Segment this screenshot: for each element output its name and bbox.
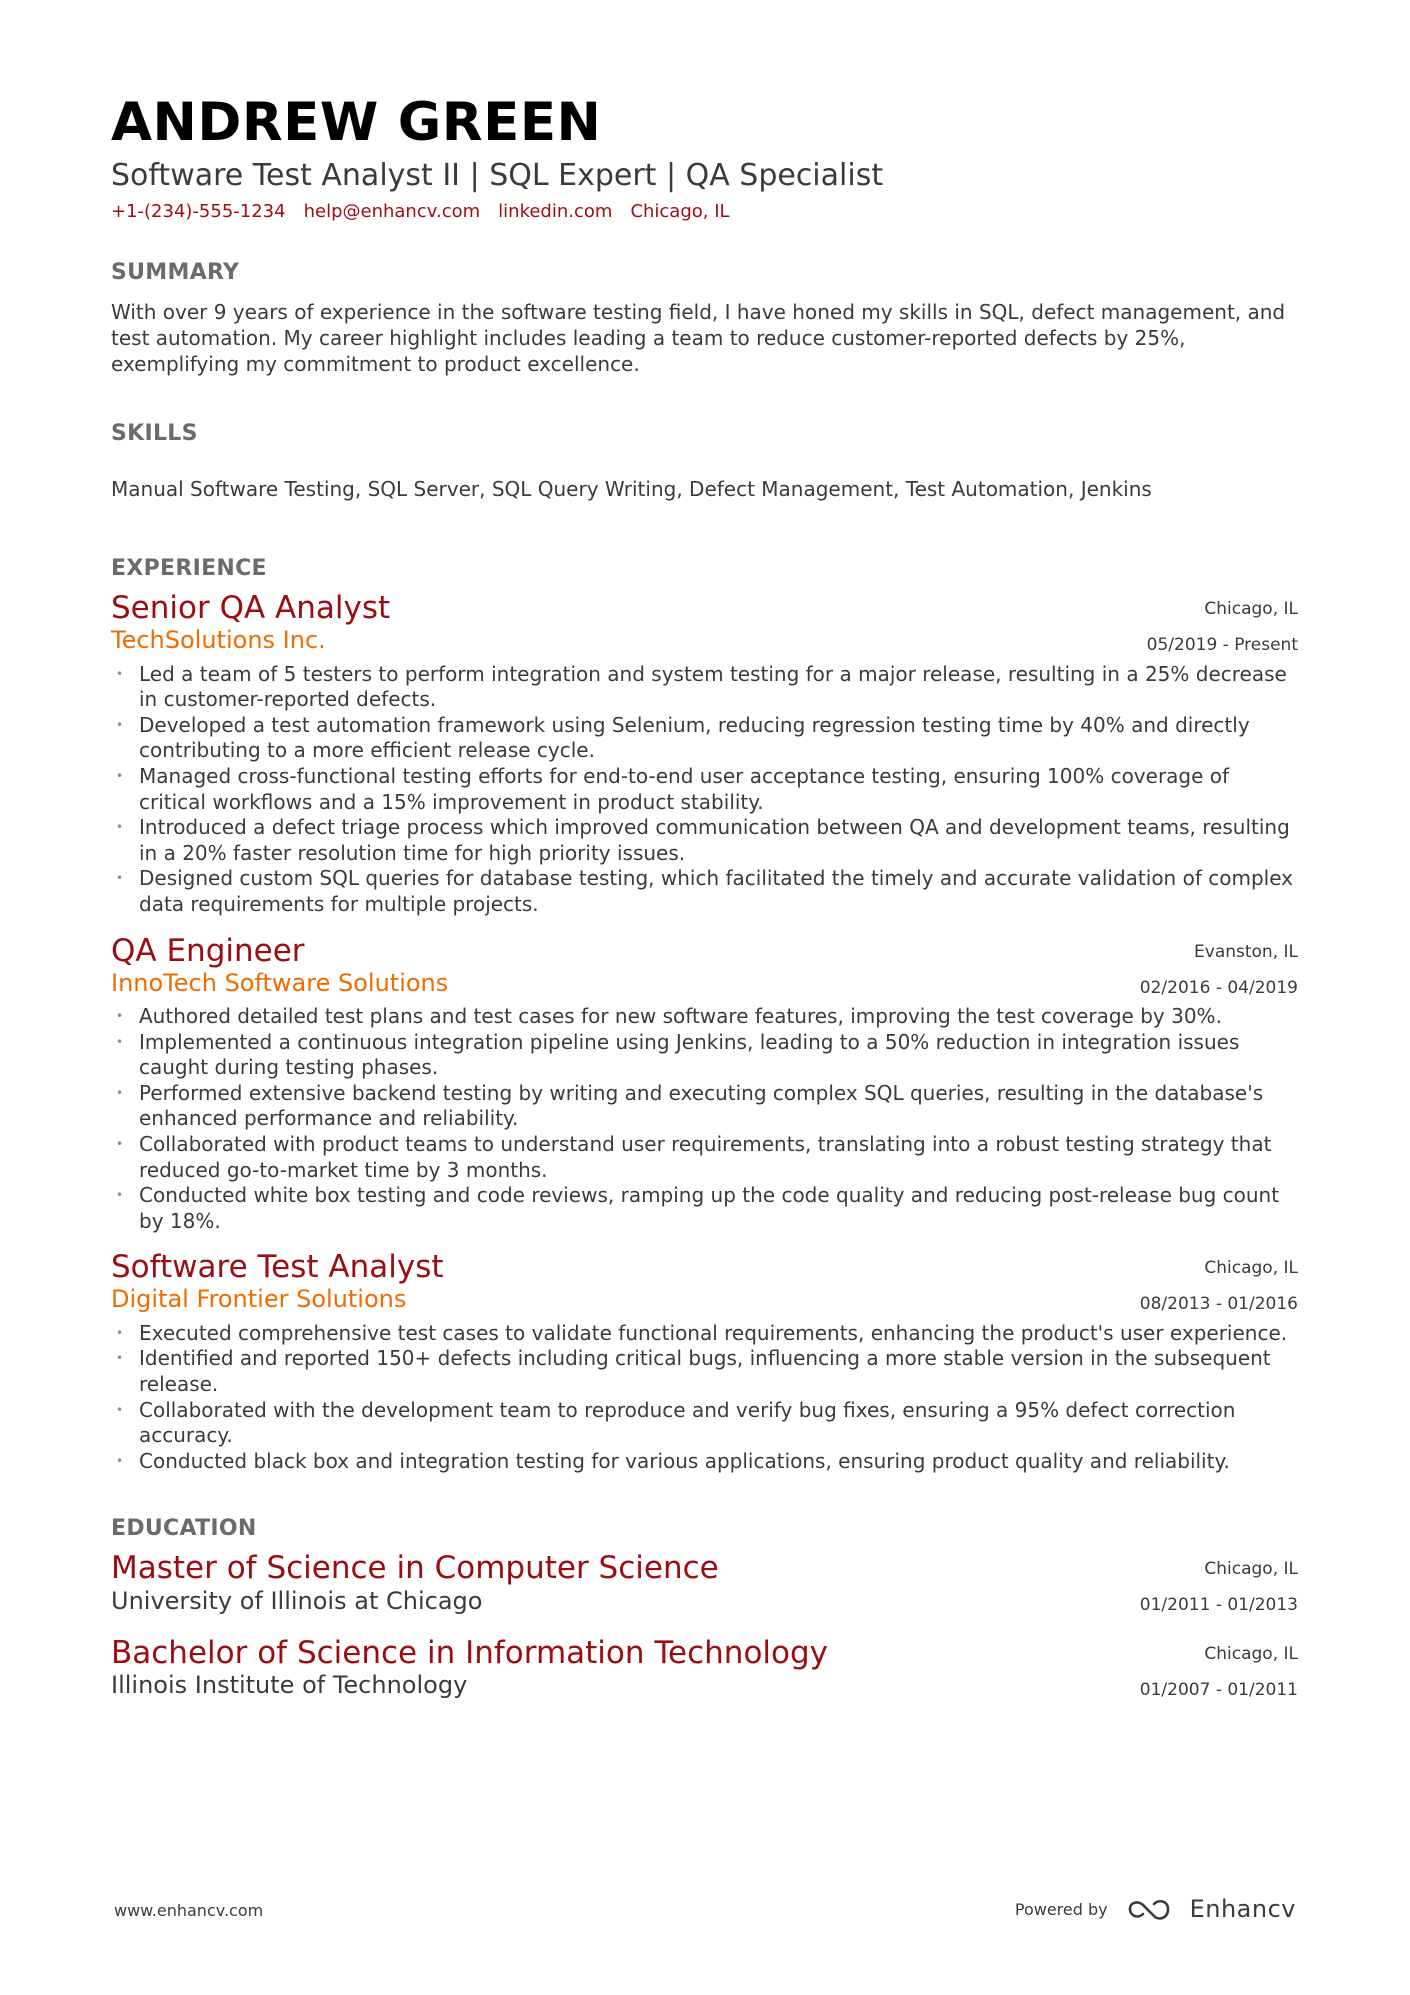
- summary-text: With over 9 years of experience in the software testing field, I have honed my skills in SQL, defect management, and test automation. My career highlight includes leading a team to reduce customer-reported defects by 25%, exemplifying my commitment to product excellence.: [111, 300, 1286, 377]
- job-company: TechSolutions Inc.: [111, 626, 326, 655]
- job-bullet: • Performed extensive backend testing by writing and executing complex SQL queries, resulting in the database's enhanced performance and reliability.: [111, 1081, 1298, 1132]
- job-dates: 05/2019 - Present: [1146, 635, 1298, 656]
- job-bullet: • Collaborated with the development team to reproduce and verify bug fixes, ensuring a 95% defect correction accuracy.: [111, 1398, 1298, 1449]
- job-bullet: • Implemented a continuous integration pipeline using Jenkins, leading to a 50% reduction in integration issues caught during testing phases.: [111, 1030, 1298, 1081]
- job-bullet: • Conducted white box testing and code reviews, ramping up the code quality and reducing post-release bug count by 18%.: [111, 1183, 1298, 1234]
- powered-by-label: Powered by: [1014, 1899, 1108, 1919]
- education-school: University of Illinois at Chicago: [111, 1586, 483, 1615]
- job-bullets: [111, 1321, 1298, 1475]
- education-entry: [111, 1550, 1298, 1616]
- job-header: [111, 1249, 1298, 1315]
- job-entry: [111, 934, 1298, 1235]
- job-bullet: • Managed cross-functional testing efforts for end-to-end user acceptance testing, ensuring 100% coverage of critical workflows and a 15% improvement in product stability.: [111, 764, 1298, 815]
- candidate-name: ANDREW GREEN: [111, 92, 602, 153]
- job-entry: [111, 1250, 1298, 1474]
- job-entry: [111, 591, 1298, 917]
- job-bullet: • Introduced a defect triage process which improved communication between QA and development teams, resulting in a 20% faster resolution time for high priority issues.: [111, 815, 1298, 866]
- education-meta: [1140, 1636, 1298, 1708]
- education-school: Illinois Institute of Technology: [111, 1671, 468, 1700]
- experience-title: EXPERIENCE: [111, 556, 267, 582]
- education-location: Chicago, IL: [1204, 1559, 1298, 1580]
- job-meta: [1140, 934, 1298, 1006]
- job-bullet: • Authored detailed test plans and test cases for new software features, improving the test coverage by 30%.: [111, 1004, 1298, 1030]
- skills-title: SKILLS: [111, 421, 198, 447]
- job-company: InnoTech Software Solutions: [111, 968, 449, 997]
- contact-linkedin[interactable]: linkedin.com: [498, 201, 613, 223]
- enhancv-logo-icon: [1126, 1896, 1172, 1922]
- job-bullet: • Conducted black box and integration testing for various applications, ensuring product quality and reliability.: [111, 1449, 1298, 1475]
- job-bullet: • Collaborated with product teams to understand user requirements, translating into a robust testing strategy that reduced go-to-market time by 3 months.: [111, 1132, 1298, 1183]
- job-meta: [1147, 591, 1298, 663]
- education-section: [111, 1516, 1298, 1698]
- footer-website-link[interactable]: www.enhancv.com: [114, 1901, 264, 1920]
- skills-text: Manual Software Testing, SQL Server, SQL Query Writing, Defect Management, Test Automation, Jenkins: [111, 477, 1152, 502]
- page-footer: [114, 1895, 1296, 1925]
- job-title: Software Test Analyst: [111, 1249, 444, 1286]
- education-title: EDUCATION: [111, 1516, 257, 1542]
- job-dates: 02/2016 - 04/2019: [1139, 977, 1298, 998]
- job-bullets: [111, 662, 1298, 918]
- summary-section: [111, 260, 1298, 377]
- contact-email[interactable]: help@enhancv.com: [303, 201, 481, 223]
- job-company: Digital Frontier Solutions: [111, 1285, 407, 1314]
- job-header: [111, 590, 1298, 656]
- education-dates: 01/2007 - 01/2011: [1139, 1679, 1298, 1700]
- footer-brand: [1015, 1895, 1296, 1923]
- job-location: Chicago, IL: [1204, 1258, 1298, 1279]
- contact-location: Chicago, IL: [630, 201, 730, 223]
- job-bullet: • Developed a test automation framework using Selenium, reducing regression testing time by 40% and directly contributing to a more efficient release cycle.: [111, 713, 1298, 764]
- education-dates: 01/2011 - 01/2013: [1139, 1595, 1298, 1616]
- job-dates: 08/2013 - 01/2016: [1139, 1294, 1298, 1315]
- contact-phone[interactable]: +1-(234)-555-1234: [111, 201, 286, 223]
- job-location: Evanston, IL: [1194, 941, 1298, 962]
- summary-title: SUMMARY: [111, 260, 240, 286]
- job-meta: [1140, 1250, 1298, 1322]
- resume-header: [111, 92, 1298, 223]
- job-bullet: • Executed comprehensive test cases to validate functional requirements, enhancing the product's user experience.: [111, 1321, 1298, 1347]
- enhancv-brand-name: Enhancv: [1189, 1895, 1296, 1923]
- job-location: Chicago, IL: [1204, 599, 1298, 620]
- education-location: Chicago, IL: [1204, 1643, 1298, 1664]
- job-bullet: • Designed custom SQL queries for database testing, which facilitated the timely and accurate validation of complex data requirements for multiple projects.: [111, 866, 1298, 917]
- job-title: QA Engineer: [111, 932, 305, 969]
- job-bullet: • Led a team of 5 testers to perform integration and system testing for a major release, resulting in a 25% decrease in customer-reported defects.: [111, 662, 1298, 713]
- candidate-headline: Software Test Analyst II | SQL Expert | QA Specialist: [111, 157, 884, 193]
- education-degree: Master of Science in Computer Science: [111, 1550, 719, 1587]
- skills-section: [111, 421, 1298, 502]
- job-bullet: • Identified and reported 150+ defects including critical bugs, influencing a more stable version in the subsequent release.: [111, 1346, 1298, 1397]
- experience-section: [111, 556, 1298, 1474]
- education-meta: [1140, 1551, 1298, 1623]
- education-entry: [111, 1636, 1298, 1698]
- job-header: [111, 934, 1298, 996]
- job-bullets: [111, 1004, 1298, 1234]
- contact-row: [111, 201, 1298, 222]
- education-degree: Bachelor of Science in Information Technology: [111, 1634, 829, 1671]
- job-title: Senior QA Analyst: [111, 590, 391, 627]
